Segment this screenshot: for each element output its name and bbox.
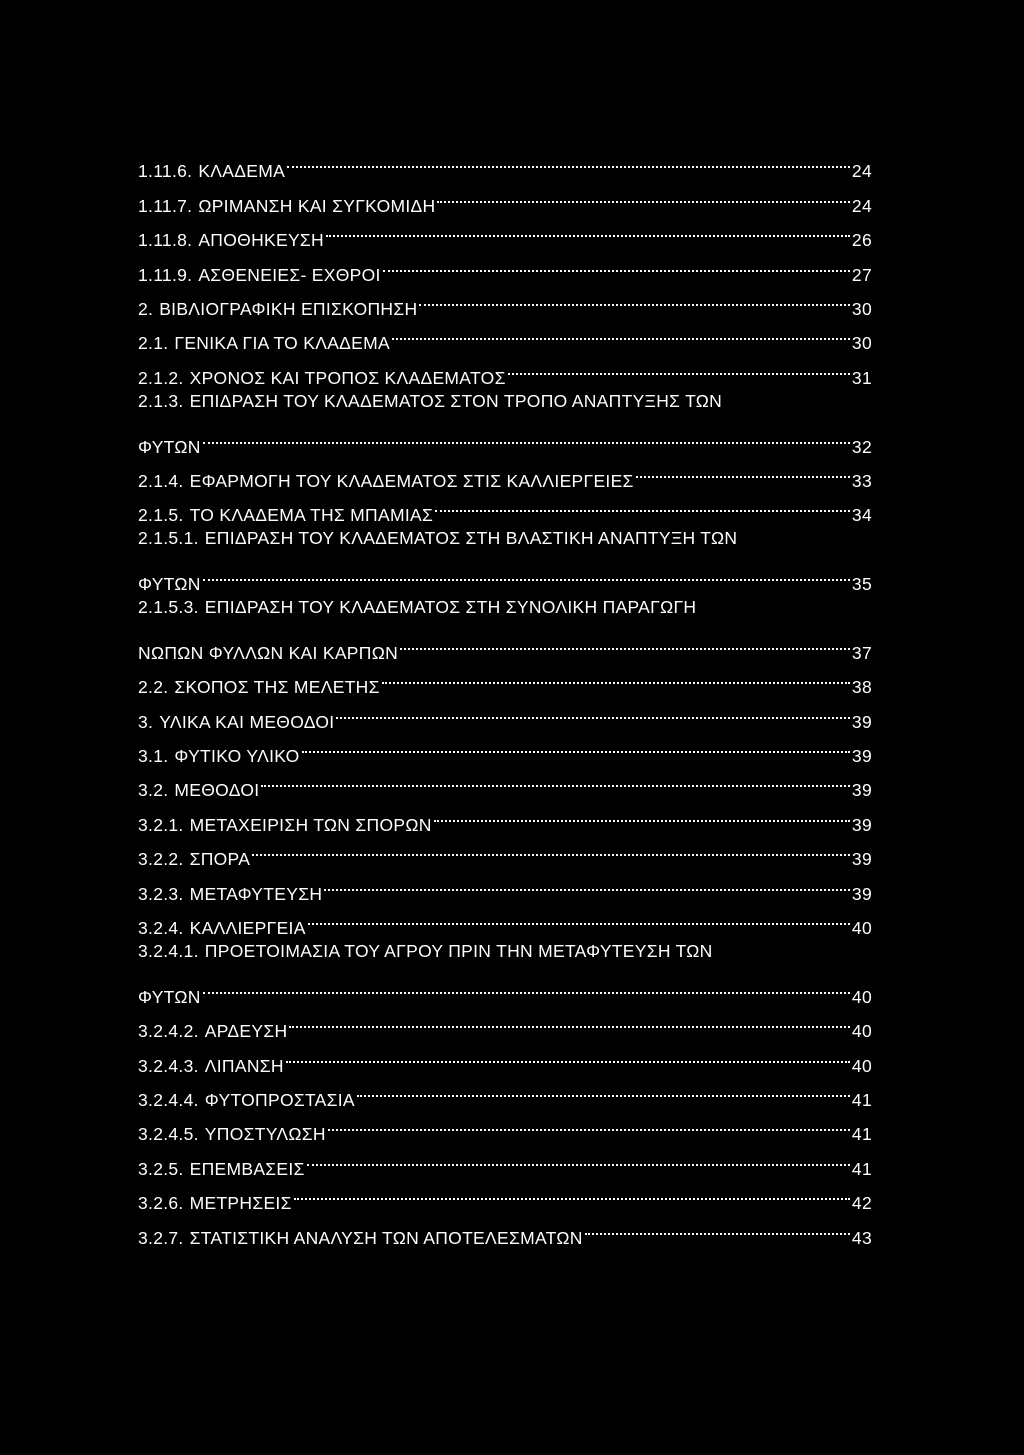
toc-dot-leader	[583, 1209, 852, 1243]
toc-dot-leader	[201, 968, 852, 1002]
toc-entry-page: 24	[851, 195, 872, 216]
toc-entry[interactable]	[138, 143, 872, 182]
toc-entry-title: ΑΠΟΘΗΚΕΥΣΗ	[198, 230, 324, 251]
toc-entry-number: 1.11.7.	[138, 195, 193, 216]
toc-entry-number: 2.	[138, 298, 154, 319]
toc-entry-number: 2.1.5.	[138, 505, 184, 526]
toc-entry-page: 26	[851, 230, 872, 251]
toc-dot-leader	[201, 418, 852, 452]
toc-dot-leader	[432, 796, 852, 830]
toc-entry-number: 3.2.7.	[138, 1227, 184, 1248]
toc-entry-title: ΜΕΤΑΦΥΤΕΥΣΗ	[189, 883, 323, 904]
toc-entry-title: ΩΡΙΜΑΝΣΗ ΚΑΙ ΣΥΓΚΟΜΙΔΗ	[198, 195, 436, 216]
toc-entry-page: 24	[851, 161, 872, 182]
toc-entry-number: 2.1.2.	[138, 367, 184, 388]
toc-entry-title: ΦΥΤΟΠΡΟΣΤΑΣΙΑ	[204, 1089, 355, 1110]
table-of-contents	[138, 143, 872, 1248]
toc-entry-number: 3.2.2.	[138, 849, 184, 870]
toc-entry-number: 2.1.4.	[138, 470, 184, 491]
toc-dot-leader	[287, 1003, 852, 1037]
toc-entry-page: 39	[851, 780, 872, 801]
toc-entry-page: 38	[851, 677, 872, 698]
toc-entry[interactable]	[138, 590, 872, 624]
toc-entry-number: 3.	[138, 711, 154, 732]
toc-entry-number: 2.1.5.3.	[138, 597, 199, 618]
toc-dot-leader	[381, 246, 852, 280]
toc-dot-leader	[305, 1140, 852, 1174]
toc-entry-number: 3.2.4.1.	[138, 940, 199, 961]
toc-entry[interactable]	[138, 384, 872, 418]
toc-entry-page: 43	[851, 1227, 872, 1248]
toc-entry[interactable]	[138, 453, 872, 491]
toc-entry-number: 3.2.4.5.	[138, 1124, 199, 1145]
toc-entry-page: 40	[851, 1021, 872, 1042]
toc-dot-leader	[324, 212, 852, 246]
toc-entry-number: 3.2.4.2.	[138, 1021, 199, 1042]
toc-entry-page: 41	[851, 1089, 872, 1110]
toc-entry-title-continued: ΦΥΤΩΝ	[138, 574, 201, 595]
toc-entry-page: 30	[851, 333, 872, 354]
toc-entry-page: 30	[851, 298, 872, 319]
toc-dot-leader	[506, 349, 852, 383]
toc-entry-continuation[interactable]	[138, 624, 872, 663]
toc-entry-page: 40	[851, 986, 872, 1007]
toc-entry-title: ΤΟ ΚΛΑΔΕΜΑ ΤΗΣ ΜΠΑΜΙΑΣ	[189, 505, 434, 526]
toc-entry-number: 3.2.4.3.	[138, 1055, 199, 1076]
toc-dot-leader	[285, 143, 852, 177]
toc-entry-page: 34	[851, 505, 872, 526]
toc-entry-number: 2.1.5.1.	[138, 528, 199, 549]
toc-entry-title: ΕΠΙΔΡΑΣΗ ΤΟΥ ΚΛΑΔΕΜΑΤΟΣ ΣΤΗ ΒΛΑΣΤΙΚΗ ΑΝΑΠΤΥΞΗ ΤΩΝ	[204, 528, 738, 549]
toc-dot-leader	[380, 659, 852, 693]
toc-entry-title: ΕΦΑΡΜΟΓΗ ΤΟΥ ΚΛΑΔΕΜΑΤΟΣ ΣΤΙΣ ΚΑΛΛΙΕΡΓΕΙΕΣ	[189, 470, 634, 491]
toc-entry-number: 2.1.	[138, 333, 169, 354]
toc-dot-leader	[390, 315, 852, 349]
toc-entry[interactable]	[138, 934, 872, 968]
toc-entry-title: ΑΡΔΕΥΣΗ	[204, 1021, 288, 1042]
toc-entry-page: 39	[851, 814, 872, 835]
toc-dot-leader	[355, 1072, 852, 1106]
toc-entry-title: ΜΕΤΑΧΕΙΡΙΣΗ ΤΩΝ ΣΠΟΡΩΝ	[189, 814, 432, 835]
toc-entry-title-continued: ΦΥΤΩΝ	[138, 436, 201, 457]
toc-entry-title: ΚΛΑΔΕΜΑ	[198, 161, 286, 182]
toc-entry-continuation[interactable]	[138, 968, 872, 1007]
toc-entry-title: ΣΤΑΤΙΣΤΙΚΗ ΑΝΑΛΥΣΗ ΤΩΝ ΑΠΟΤΕΛΕΣΜΑΤΩΝ	[189, 1227, 583, 1248]
toc-entry-number: 2.1.3.	[138, 390, 184, 411]
toc-entry-number: 1.11.9.	[138, 264, 193, 285]
toc-entry-number: 3.2.4.	[138, 917, 184, 938]
toc-entry-number: 3.2.4.4.	[138, 1089, 199, 1110]
toc-entry-title: ΕΠΙΔΡΑΣΗ ΤΟΥ ΚΛΑΔΕΜΑΤΟΣ ΣΤΗ ΣΥΝΟΛΙΚΗ ΠΑΡΑΓΩΓΗ	[204, 597, 697, 618]
toc-entry-title: ΕΠΕΜΒΑΣΕΙΣ	[189, 1158, 305, 1179]
toc-entry-page: 42	[851, 1193, 872, 1214]
toc-entry-page: 32	[851, 436, 872, 457]
toc-entry-number: 2.2.	[138, 677, 169, 698]
toc-entry-page: 31	[851, 367, 872, 388]
toc-entry-title: ΛΙΠΑΝΣΗ	[204, 1055, 284, 1076]
toc-entry-number: 1.11.8.	[138, 230, 193, 251]
toc-dot-leader	[417, 281, 852, 315]
toc-entry-number: 3.2.3.	[138, 883, 184, 904]
toc-entry-page: 41	[851, 1124, 872, 1145]
toc-dot-leader	[433, 487, 852, 521]
toc-dot-leader	[259, 762, 852, 796]
toc-entry-page: 35	[851, 574, 872, 595]
toc-entry-page: 39	[851, 711, 872, 732]
toc-entry-page: 33	[851, 470, 872, 491]
toc-entry-title: ΥΠΟΣΤΥΛΩΣΗ	[204, 1124, 326, 1145]
toc-dot-leader	[292, 1175, 852, 1209]
toc-dot-leader	[334, 693, 851, 727]
toc-entry-number: 3.2.1.	[138, 814, 184, 835]
toc-dot-leader	[435, 177, 851, 211]
toc-entry-page: 27	[851, 264, 872, 285]
toc-entry-continuation[interactable]	[138, 418, 872, 457]
toc-entry-title: ΠΡΟΕΤΟΙΜΑΣΙΑ ΤΟΥ ΑΓΡΟΥ ΠΡΙΝ ΤΗΝ ΜΕΤΑΦΥΤΕΥΣΗ ΤΩΝ	[204, 940, 713, 961]
toc-entry-page: 39	[851, 883, 872, 904]
toc-dot-leader	[322, 865, 852, 899]
toc-entry-title-continued: ΦΥΤΩΝ	[138, 986, 201, 1007]
toc-dot-leader	[250, 831, 852, 865]
toc-dot-leader	[326, 1106, 852, 1140]
toc-entry-title: ΥΛΙΚΑ ΚΑΙ ΜΕΘΟΔΟΙ	[159, 711, 335, 732]
toc-dot-leader	[201, 556, 852, 590]
toc-entry-title: ΜΕΘΟΔΟΙ	[174, 780, 260, 801]
toc-entry[interactable]	[138, 521, 872, 555]
toc-entry-title: ΦΥΤΙΚΟ ΥΛΙΚΟ	[174, 746, 300, 767]
toc-entry-page: 39	[851, 746, 872, 767]
toc-entry-title-continued: ΝΩΠΩΝ ΦΥΛΛΩΝ ΚΑΙ ΚΑΡΠΩΝ	[138, 642, 399, 663]
toc-entry-title: ΑΣΘΕΝΕΙΕΣ- ΕΧΘΡΟΙ	[198, 264, 381, 285]
toc-entry-continuation[interactable]	[138, 556, 872, 595]
toc-entry-page: 41	[851, 1158, 872, 1179]
toc-entry-number: 1.11.6.	[138, 161, 193, 182]
toc-entry-page: 40	[851, 917, 872, 938]
toc-entry[interactable]	[138, 1003, 872, 1042]
toc-dot-leader	[634, 453, 852, 487]
toc-entry-title: ΒΙΒΛΙΟΓΡΑΦΙΚΗ ΕΠΙΣΚΟΠΗΣΗ	[159, 298, 418, 319]
toc-entry-number: 3.2.5.	[138, 1158, 184, 1179]
toc-entry-title: ΧΡΟΝΟΣ ΚΑΙ ΤΡΟΠΟΣ ΚΛΑΔΕΜΑΤΟΣ	[189, 367, 506, 388]
toc-dot-leader	[306, 900, 852, 934]
toc-entry-title: ΣΚΟΠΟΣ ΤΗΣ ΜΕΛΕΤΗΣ	[174, 677, 380, 698]
toc-entry-page: 39	[851, 849, 872, 870]
toc-dot-leader	[284, 1037, 852, 1071]
toc-entry-title: ΚΑΛΛΙΕΡΓΕΙΑ	[189, 917, 306, 938]
toc-entry-number: 3.1.	[138, 746, 169, 767]
toc-entry-title: ΕΠΙΔΡΑΣΗ ΤΟΥ ΚΛΑΔΕΜΑΤΟΣ ΣΤΟΝ ΤΡΟΠΟ ΑΝΑΠΤΥΞΗΣ ΤΩΝ	[189, 390, 723, 411]
toc-entry-title: ΜΕΤΡΗΣΕΙΣ	[189, 1193, 292, 1214]
toc-entry-page: 40	[851, 1055, 872, 1076]
toc-entry-number: 3.2.6.	[138, 1193, 184, 1214]
toc-entry-title: ΣΠΟΡΑ	[189, 849, 251, 870]
toc-entry-number: 3.2.	[138, 780, 169, 801]
toc-dot-leader	[300, 728, 852, 762]
toc-entry-title: ΓΕΝΙΚΑ ΓΙΑ ΤΟ ΚΛΑΔΕΜΑ	[174, 333, 390, 354]
toc-entry-page: 37	[851, 642, 872, 663]
toc-dot-leader	[398, 624, 852, 658]
